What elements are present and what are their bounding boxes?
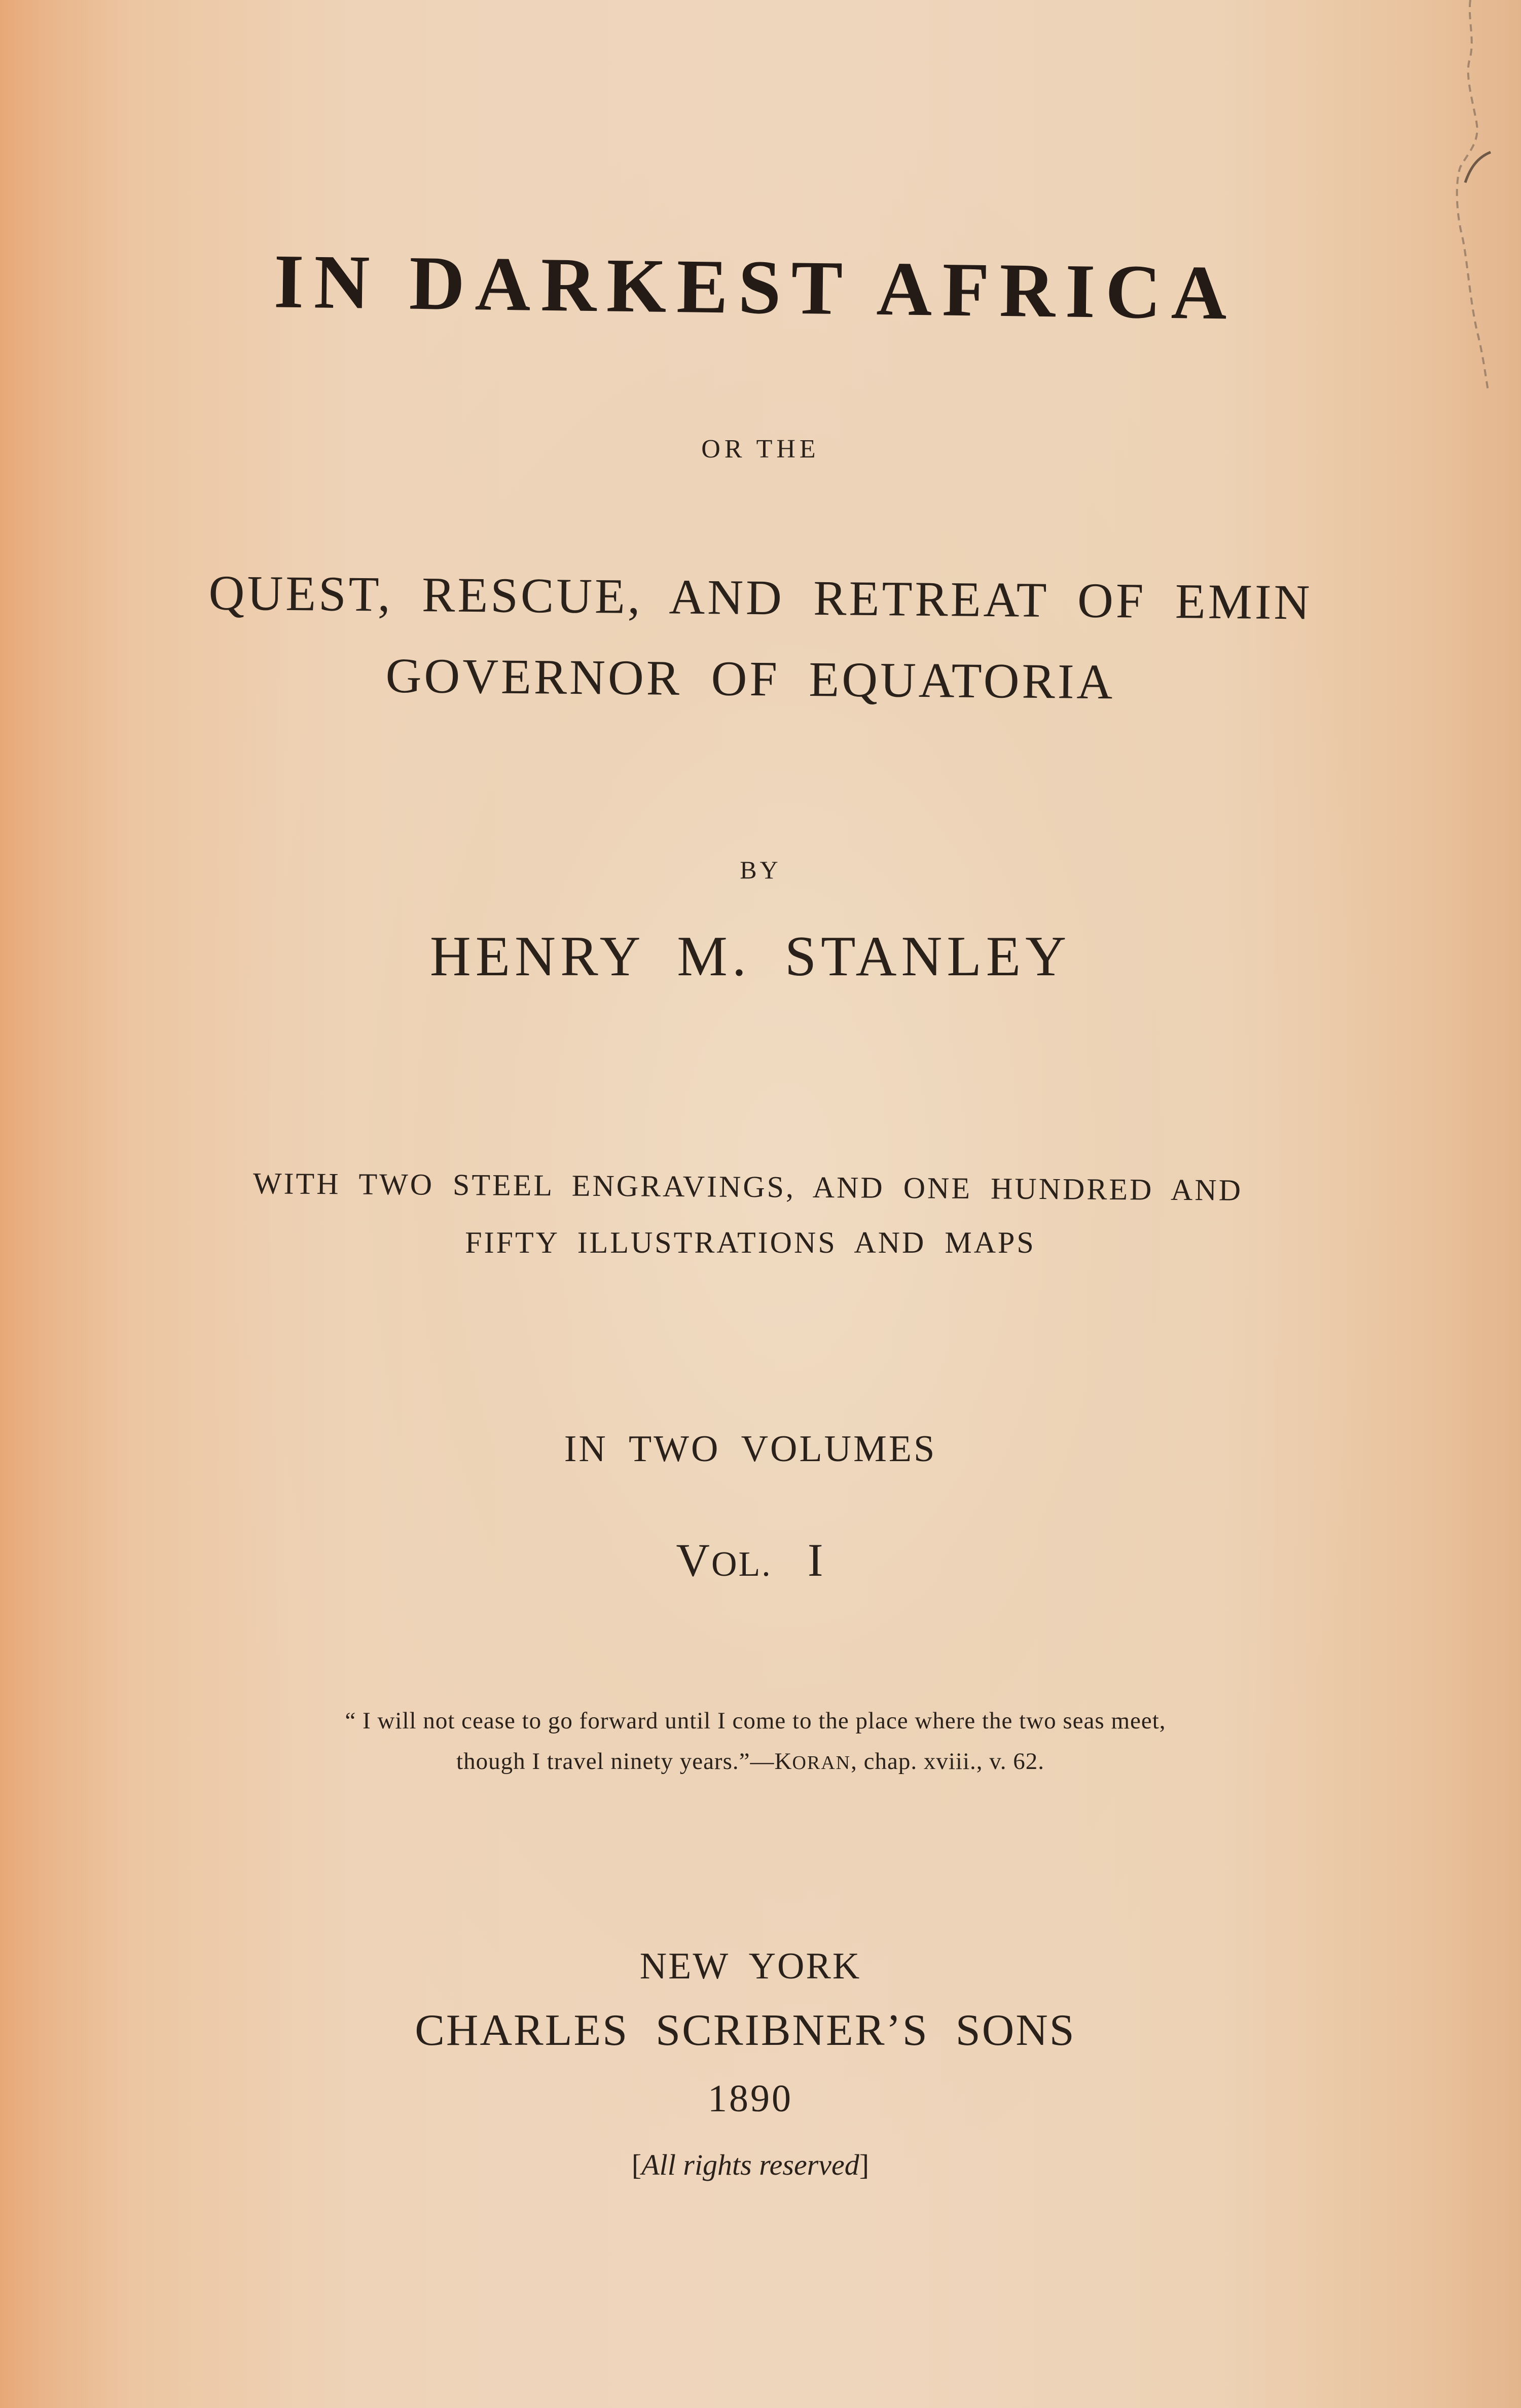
epigraph-citation: , chap. xviii., v. 62.: [851, 1748, 1044, 1775]
subtitle-line-1: QUEST, RESCUE, AND RETREAT OF EMIN: [208, 565, 1313, 630]
epigraph-line-2: [0, 1750, 1511, 1774]
volumes-note: IN TWO VOLUMES: [564, 1428, 937, 1470]
epigraph-source-initial: K: [774, 1748, 792, 1775]
or-the-connector: OR THE: [701, 435, 820, 464]
volume-prefix-initial: V: [676, 1534, 711, 1586]
epigraph-text-end: though I travel ninety years.”—: [456, 1748, 775, 1775]
book-title: IN DARKEST AFRICA: [273, 238, 1238, 336]
publication-year: 1890: [708, 2077, 793, 2120]
rights-open-bracket: [: [631, 2148, 642, 2181]
epigraph-source-rest: ORAN: [792, 1752, 851, 1774]
epigraph-line-1: “ I will not cease to go forward until I come to the place where the two seas meet,: [345, 1708, 1166, 1734]
illustrations-line-1: WITH TWO STEEL ENGRAVINGS, AND ONE HUNDRED AND: [252, 1166, 1243, 1207]
volume-label: [0, 1534, 1511, 1586]
rights-close-bracket: ]: [859, 2148, 870, 2181]
torn-edge-mark: [1369, 0, 1521, 406]
author-name: HENRY M. STANLEY: [429, 925, 1071, 988]
rights-text: All rights reserved: [641, 2148, 859, 2181]
volume-prefix-rest: OL.: [711, 1545, 772, 1584]
by-label: BY: [740, 856, 781, 884]
illustrations-line-2: FIFTY ILLUSTRATIONS AND MAPS: [465, 1226, 1036, 1259]
volume-number: I: [807, 1534, 825, 1586]
subtitle-line-2: GOVERNOR OF EQUATORIA: [385, 648, 1115, 710]
publisher-name: CHARLES SCRIBNER’S SONS: [415, 2006, 1076, 2055]
publication-place: NEW YORK: [639, 1945, 861, 1987]
rights-notice: [0, 2150, 1511, 2180]
